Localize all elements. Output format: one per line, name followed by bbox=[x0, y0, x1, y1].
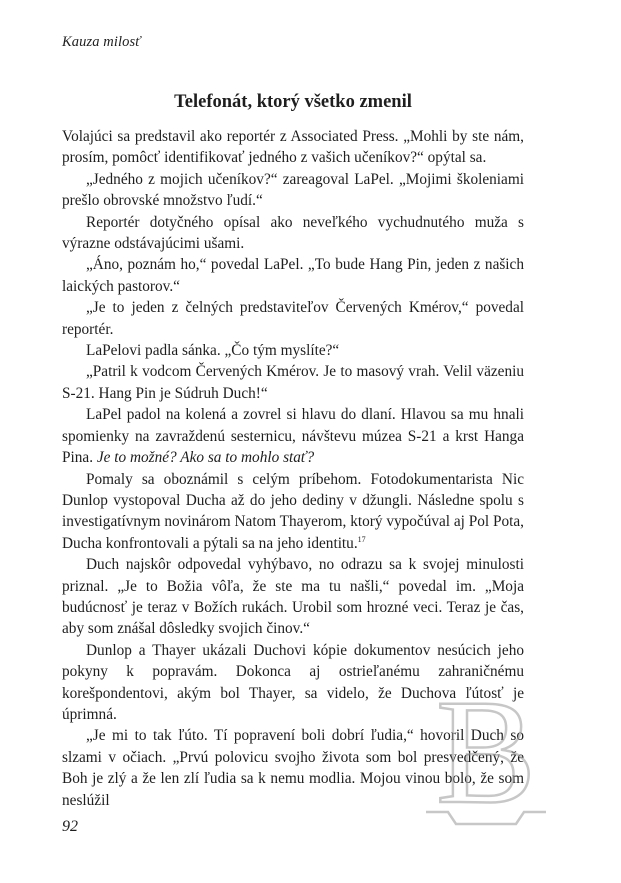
paragraph: „Je to jeden z čelných predstaviteľov Červených Kmérov,“ povedal reportér. bbox=[62, 299, 524, 338]
italic-thought: Je to možné? Ako sa to mohlo stať? bbox=[96, 449, 315, 467]
page-number: 92 bbox=[62, 818, 78, 835]
paragraph: „Jedného z mojich učeníkov?“ zareagoval LaPel. „Mojimi školeniami prešlo obrovské množstvo ľudí.“ bbox=[62, 170, 524, 210]
paragraph: „Patril k vodcom Červených Kmérov. Je to masový vrah. Velil väzeniu S-21. Hang Pin je Súdruh Duch!“ bbox=[62, 363, 524, 402]
running-header: Kauza milosť bbox=[62, 34, 141, 50]
chapter-title: Telefonát, ktorý všetko zmenil bbox=[174, 92, 412, 112]
paragraph bbox=[62, 469, 524, 555]
paragraph: Reportér dotyčného opísal ako neveľkého vychudnutého muža s výrazne odstávajúcimi ušami. bbox=[62, 213, 524, 253]
watermark-letter: B bbox=[435, 684, 537, 834]
paragraph: „Áno, poznám ho,“ povedal LaPel. „To bude Hang Pin, jeden z našich laických pastorov.“ bbox=[62, 256, 524, 295]
watermark-base-line bbox=[426, 812, 546, 824]
paragraph: Duch najskôr odpovedal vyhýbavo, no odrazu sa k svojej minulosti priznal. „Je to Božia vôľa, že ste ma tu našli,“ povedal im. „Moja budúcnosť je teraz v Božích rukách. Urobil som hrozné veci. Teraz je čas, aby som znášal dôsledky svojich činov.“ bbox=[62, 556, 524, 638]
paragraph: Dunlop a Thayer ukázali Duchovi kópie dokumentov nesúcich jeho pokyny k popravám. Dokonca aj ostrieľanému zahraničnému korešpondentovi, akým bol Thayer, sa videlo, že Duchova ľútosť je úprimná. bbox=[62, 641, 524, 723]
paragraph: „Je mi to tak ľúto. Tí popravení boli dobrí ľudia,“ hovoril Duch so slzami v očiach. „Prvú polovicu svojho života som bol presvedčený, že Boh je zlý a že len zlí ľudia sa k nemu modlia. Mojou vinou bolo, že som neslúžil bbox=[62, 727, 524, 809]
paragraph-text: Pomaly sa oboznámil s celým príbehom. Fotodokumentarista Nic Dunlop vystopoval Ducha až do jeho dediny v džungli. Následne spolu s investigatívnym novinárom Natom Thayerom, ktorý vypočúval aj Pol Pota, Ducha konfrontovali a pýtali sa na jeho identitu. bbox=[62, 470, 524, 552]
footnote-marker: 17 bbox=[357, 534, 366, 544]
body-text bbox=[62, 126, 524, 811]
paragraph-text: LaPel padol na kolená a zovrel si hlavu do dlaní. Hlavou sa mu hnali spomienky na zavraždenú sesternicu, návštevu múzea S-21 a krst Hanga Pina. bbox=[62, 406, 524, 467]
paragraph bbox=[62, 404, 524, 468]
paragraph: Volajúci sa predstavil ako reportér z Associated Press. „Mohli by ste nám, prosím, pomôcť identifikovať jedného z vašich učeníkov?“ opýtal sa. bbox=[62, 128, 524, 167]
paragraph: LaPelovi padla sánka. „Čo tým myslíte?“ bbox=[86, 342, 340, 360]
